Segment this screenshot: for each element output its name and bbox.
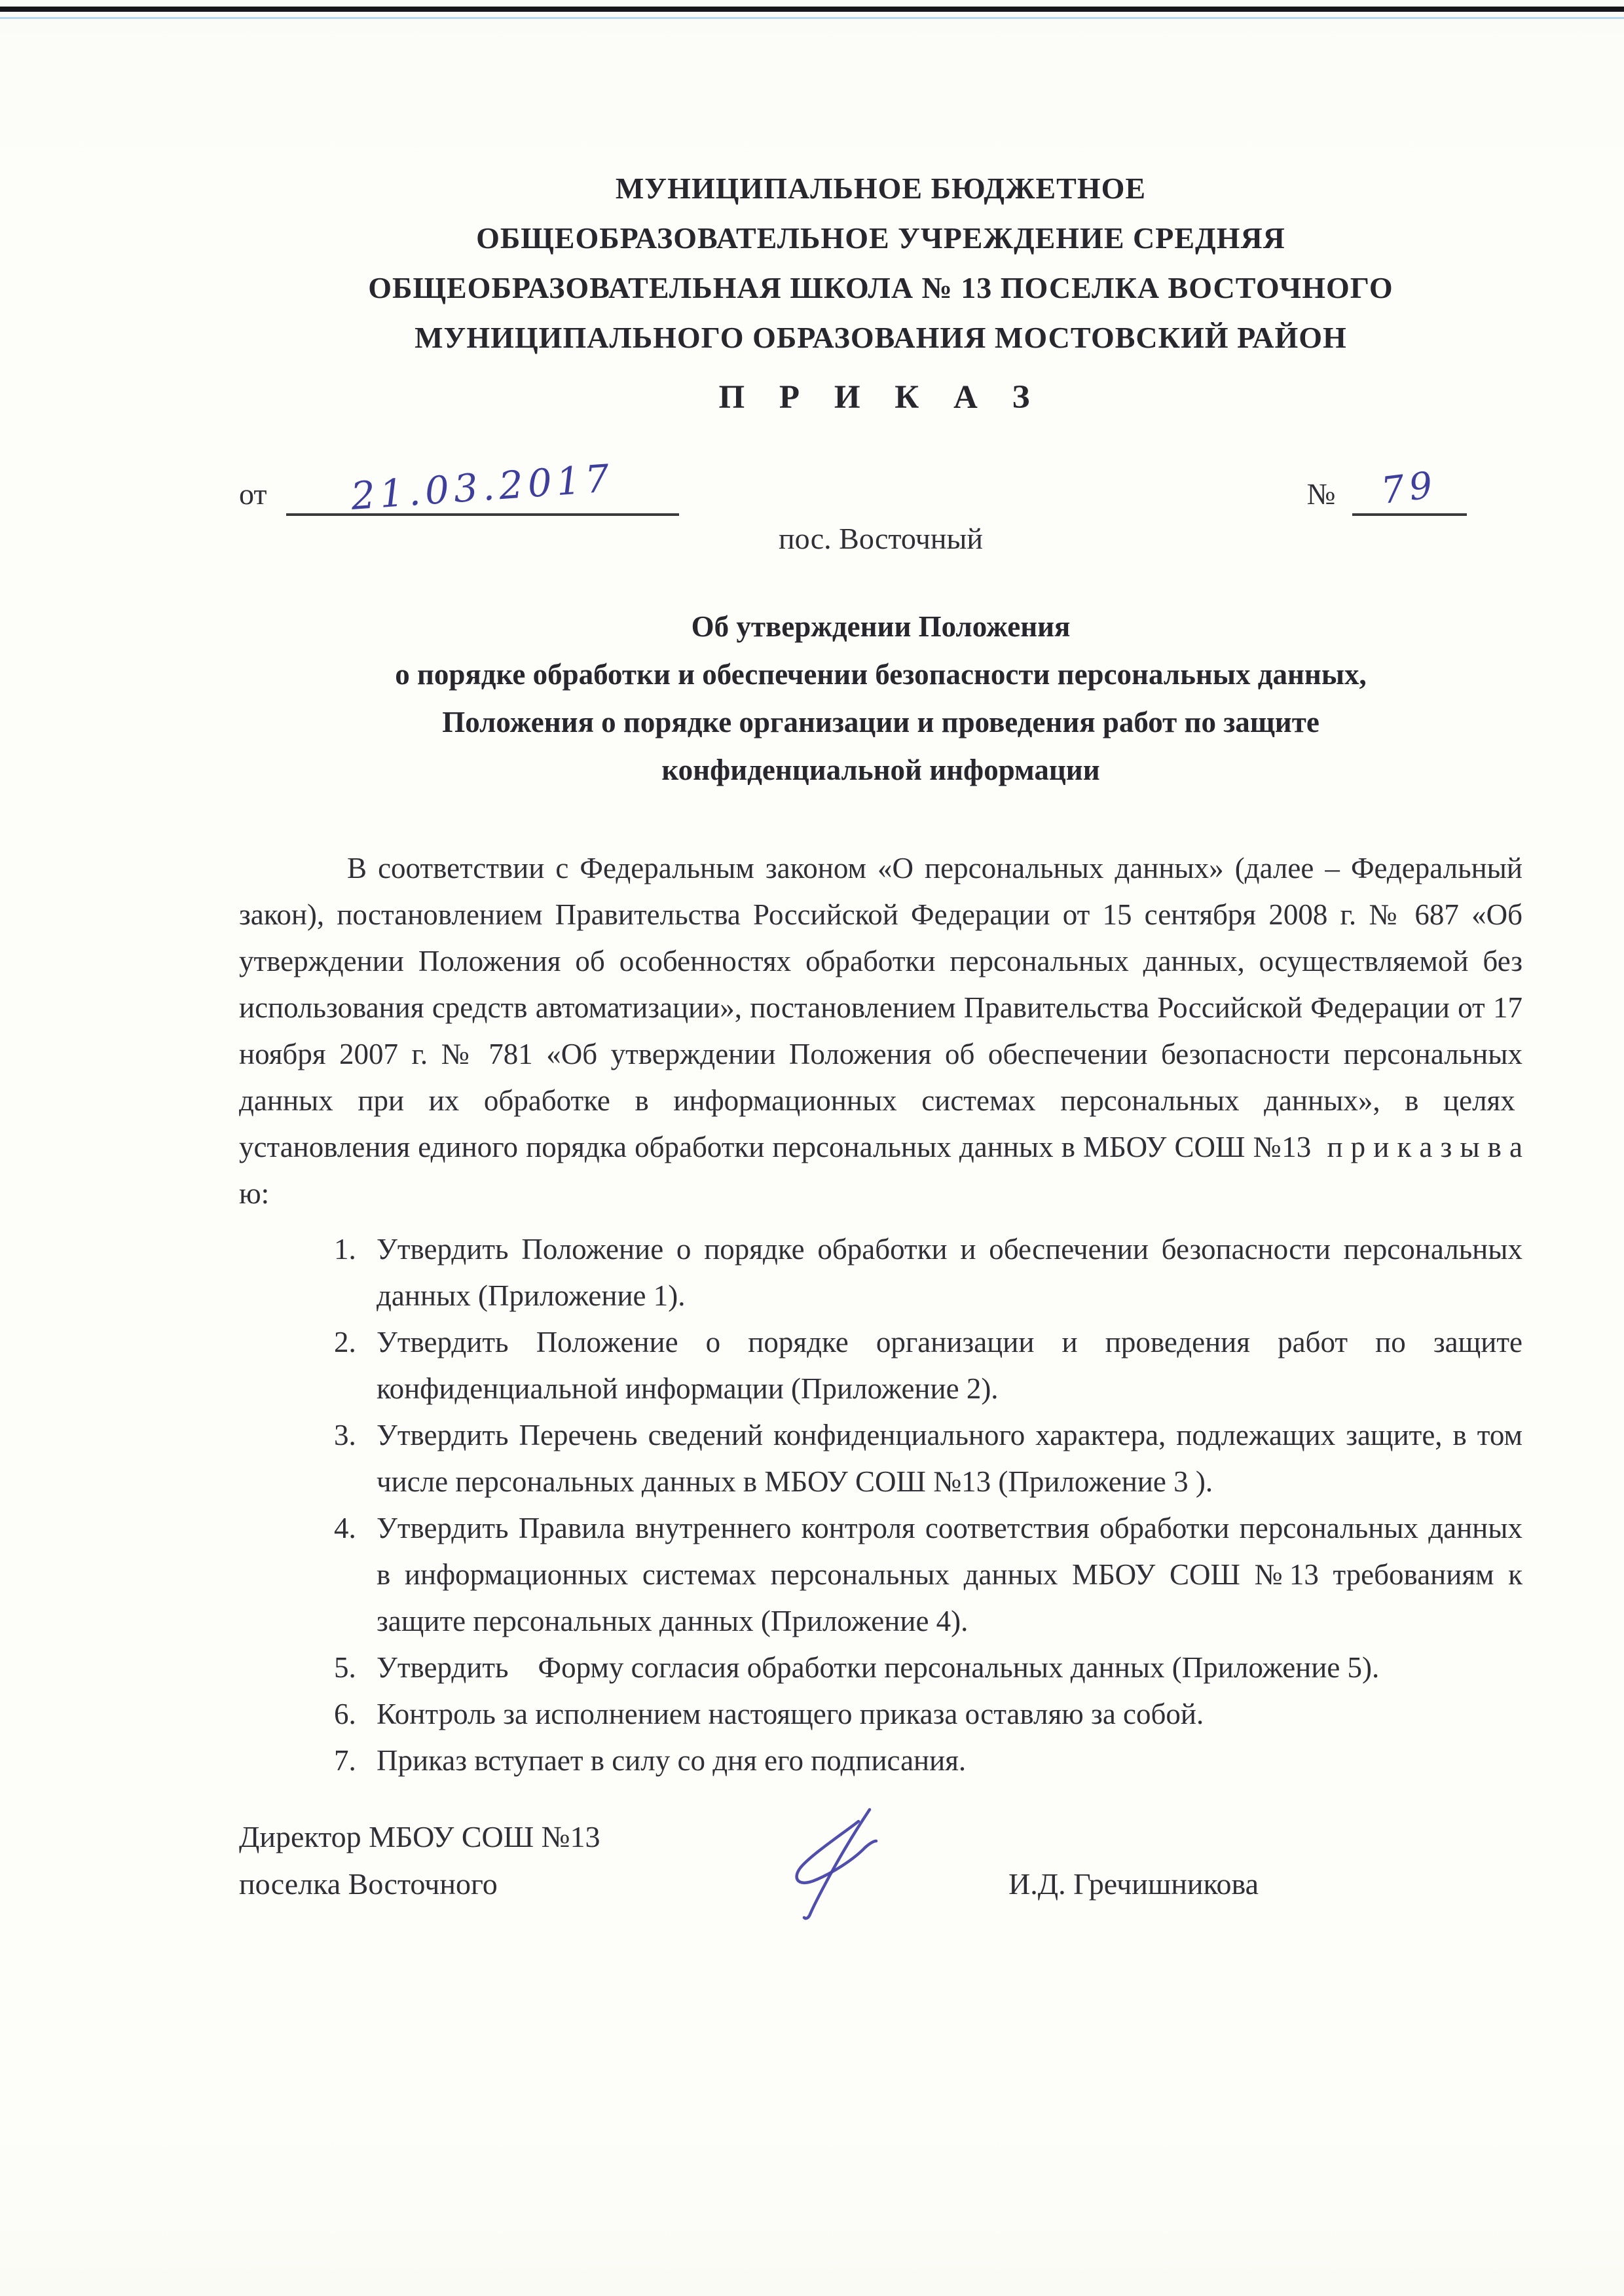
order-title-line: о порядке обработки и обеспечении безопасности персональных данных, bbox=[395, 658, 1367, 691]
order-item-number: 3. bbox=[334, 1419, 356, 1451]
order-item-text: Утвердить Положение о порядке обработки и обеспечении безопасности персональных данных (Приложение 1). bbox=[377, 1233, 1522, 1312]
order-item-number: 5. bbox=[334, 1651, 356, 1684]
order-title-line: конфиденциальной информации bbox=[661, 754, 1100, 786]
order-item-number: 6. bbox=[334, 1698, 356, 1730]
date-from-label: от bbox=[239, 477, 267, 511]
number-sign-label: № bbox=[1306, 477, 1336, 511]
number-blank-line bbox=[1352, 464, 1467, 516]
order-title bbox=[239, 603, 1522, 794]
order-item-text: Утвердить Правила внутреннего контроля соответствия обработки персональных данных в информационных системах персональных данных МБОУ СОШ №13 требованиям к защите персональных данных (Приложение 4). bbox=[377, 1512, 1522, 1637]
settlement-name: пос. Восточный bbox=[778, 522, 983, 555]
date-field bbox=[239, 456, 679, 519]
order-item-number: 7. bbox=[334, 1744, 356, 1777]
organization-header bbox=[239, 164, 1522, 363]
handwritten-signature bbox=[773, 1806, 881, 1930]
handwritten-order-number: 79 bbox=[1378, 464, 1440, 513]
signer-name: И.Д. Гречишникова bbox=[1008, 1867, 1259, 1901]
order-item bbox=[334, 1412, 1522, 1505]
org-header-line: ОБЩЕОБРАЗОВАТЕЛЬНАЯ ШКОЛА № 13 ПОСЕЛКА ВОСТОЧНОГО bbox=[368, 271, 1393, 304]
order-item-text: Утвердить Перечень сведений конфиденциального характера, подлежащих защите, в том числе персональных данных в МБОУ СОШ №13 (Приложение 3 ). bbox=[377, 1419, 1522, 1498]
order-item-text: Утвердить Положение о порядке организации и проведения работ по защите конфиденциальной информации (Приложение 2). bbox=[377, 1326, 1522, 1405]
order-items-list bbox=[334, 1226, 1522, 1784]
order-item bbox=[334, 1319, 1522, 1412]
signer-position-line: поселка Восточного bbox=[239, 1867, 498, 1901]
signer-position bbox=[239, 1813, 697, 1908]
preamble-paragraph: В соответствии с Федеральным законом «О персональных данных» (далее – Федеральный закон), постановлением Правительства Российской Федерации от 15 сентября 2008 г. № 687 «Об утверждении Положения об особенностях обработки персональных данных, осуществляемой без использования средств автоматизации», постановлением Правительства Российской Федерации от 17 ноября 2007 г. № 781 «Об утверждении Положения об обеспечении безопасности персональных данных при их обработке в информационных системах персональных данных», в целях установления единого порядка обработки персональных данных в МБОУ СОШ №13 п р и к а з ы в а ю: bbox=[239, 852, 1522, 1210]
org-header-line: МУНИЦИПАЛЬНОЕ БЮДЖЕТНОЕ bbox=[615, 172, 1147, 205]
order-item-number: 1. bbox=[334, 1233, 356, 1266]
order-number-field bbox=[1306, 464, 1467, 516]
order-item bbox=[334, 1645, 1522, 1691]
order-item bbox=[334, 1738, 1522, 1784]
order-item-text: Утвердить Форму согласия обработки персональных данных (Приложение 5). bbox=[377, 1651, 1380, 1684]
org-header-line: ОБЩЕОБРАЗОВАТЕЛЬНОЕ УЧРЕЖДЕНИЕ СРЕДНЯЯ bbox=[476, 221, 1285, 255]
handwritten-date: 21.03.2017 bbox=[349, 456, 616, 519]
signature-block bbox=[239, 1813, 1522, 2023]
signer-position-line: Директор МБОУ СОШ №13 bbox=[239, 1820, 600, 1853]
order-item bbox=[334, 1505, 1522, 1645]
order-item bbox=[334, 1691, 1522, 1738]
date-blank-line bbox=[286, 456, 679, 519]
order-title-line: Положения о порядке организации и проведения работ по защите bbox=[442, 706, 1320, 738]
order-item-text: Приказ вступает в силу со дня его подписания. bbox=[377, 1744, 967, 1777]
order-item bbox=[334, 1226, 1522, 1319]
order-item-text: Контроль за исполнением настоящего приказа оставляю за собой. bbox=[377, 1698, 1204, 1730]
date-number-row bbox=[239, 456, 1522, 519]
org-header-line: МУНИЦИПАЛЬНОГО ОБРАЗОВАНИЯ МОСТОВСКИЙ РАЙОН bbox=[415, 321, 1347, 354]
order-item-number: 2. bbox=[334, 1326, 356, 1358]
order-item-number: 4. bbox=[334, 1512, 356, 1544]
order-title-line: Об утверждении Положения bbox=[691, 610, 1071, 643]
document-type-heading: П Р И К А З bbox=[718, 379, 1043, 416]
